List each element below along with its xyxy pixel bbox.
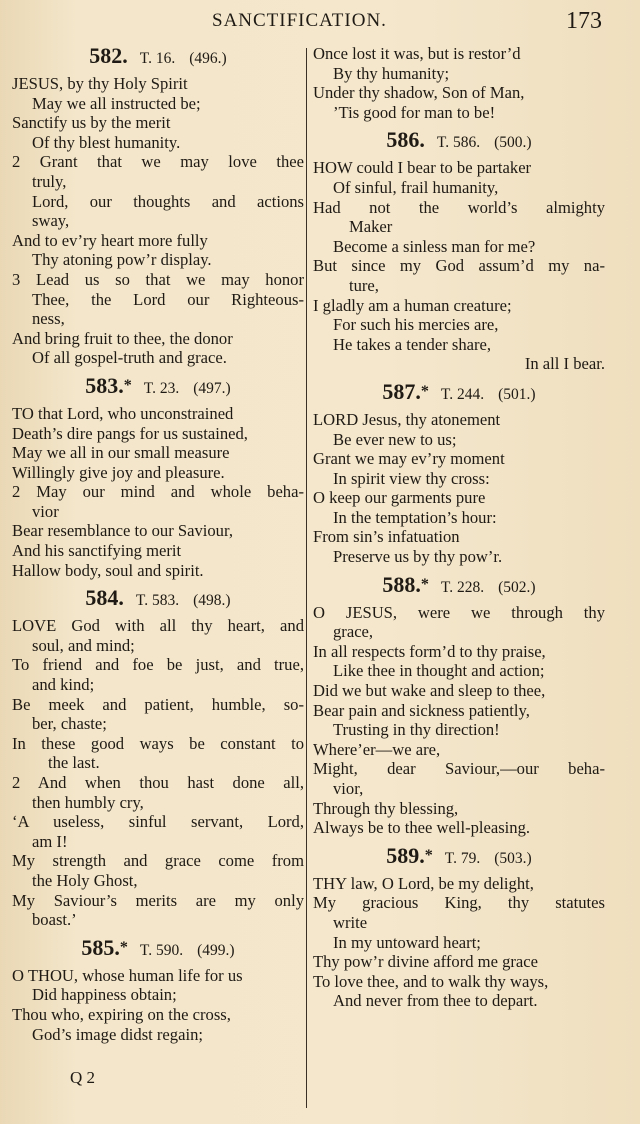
hymn-cross-reference: (499.) [197, 941, 235, 959]
hymn-line: the Holy Ghost, [32, 870, 138, 890]
hymn-589 [313, 844, 605, 1011]
hymn-line: THY law, O Lord, be my delight, [313, 873, 534, 893]
hymn-line: O THOU, whose human life for us [12, 965, 243, 985]
hymn-583 [12, 374, 304, 580]
hymn-line: Did we but wake and sleep to thee, [313, 681, 546, 701]
running-head [0, 10, 640, 40]
hymn-line: Death’s dire pangs for us sustained, [12, 423, 248, 443]
hymn-line: Always be to thee well-pleasing. [313, 818, 531, 838]
hymn-line: the last. [48, 753, 100, 773]
hymn-line: 2 Grant that we may love thee [12, 152, 304, 172]
hymn-line: To love thee, and to walk thy ways, [313, 971, 549, 991]
hymn-line: Might, dear Saviour,—our beha- [313, 759, 605, 779]
hymn-line: am I! [32, 831, 68, 851]
tune-reference: T. 590. [139, 941, 184, 959]
hymn-line: 3 Lead us so that we may honor [12, 269, 304, 289]
hymn-line: My Saviour’s merits are my only [12, 890, 304, 910]
printer-signature: Q 2 [70, 1068, 96, 1087]
section-title: SANCTIFICATION. [212, 10, 387, 31]
hymn-number: 586. [386, 127, 425, 153]
hymn-line: In all respects form’d to thy praise, [313, 641, 546, 661]
hymn-line: Thy pow’r divine afford me grace [313, 952, 539, 972]
hymn-line: May we all in our small measure [12, 443, 230, 463]
hymn-line: Of sinful, frail humanity, [333, 177, 499, 197]
hymn-line: and kind; [32, 675, 95, 695]
hymn-cross-reference: (497.) [193, 379, 231, 397]
hymn-585 [12, 936, 304, 1044]
hymn-line: From sin’s infatuation [313, 527, 460, 547]
hymn-line: Thee, the Lord our Righteous- [32, 289, 304, 309]
hymn-line: Hallow body, soul and spirit. [12, 560, 204, 580]
hymn-line: ness, [32, 309, 65, 329]
hymn-number: 584. [85, 585, 124, 611]
hymn-line: Bear pain and sickness patiently, [313, 700, 530, 720]
hymn-heading [12, 936, 304, 963]
hymn-line: sway, [32, 211, 70, 231]
hymn-heading [313, 380, 605, 407]
hymn-line: JESUS, by thy Holy Spirit [12, 74, 188, 93]
tune-reference: T. 228. [440, 578, 485, 596]
tune-reference: T. 244. [440, 385, 485, 403]
hymn-line: My strength and grace come from [12, 851, 304, 871]
hymn-line: But since my God assum’d my na- [313, 256, 605, 276]
hymn-line: LORD Jesus, thy atonement [313, 409, 501, 429]
hymn-line: LOVE God with all thy heart, and [12, 616, 304, 636]
hymn-line: In spirit view thy cross: [333, 468, 490, 488]
page-number: 173 [566, 8, 602, 34]
hymn-line: Become a sinless man for me? [333, 236, 536, 256]
hymn-continuation [313, 44, 605, 122]
hymn-line: For such his mercies are, [333, 315, 499, 335]
hymn-heading [313, 573, 605, 600]
hymn-line: Trusting in thy direction! [333, 720, 500, 740]
hymn-line: Under thy shadow, Son of Man, [313, 83, 525, 103]
hymn-line: Did happiness obtain; [32, 985, 177, 1005]
hymn-line: He takes a tender share, [333, 334, 492, 354]
tune-reference: T. 16. [139, 50, 176, 67]
hymn-heading [12, 586, 304, 613]
left-column [12, 44, 304, 1050]
hymn-line: Lord, our thoughts and actions [32, 191, 304, 211]
hymn-line: To friend and foe be just, and true, [12, 655, 304, 675]
column-divider [306, 48, 307, 1108]
hymn-line: In my untoward heart; [333, 932, 481, 952]
tune-reference: T. 79. [444, 849, 481, 867]
hymn-line: May we all instructed be; [32, 93, 201, 113]
hymn-line: Grant we may ev’ry moment [313, 449, 505, 469]
hymn-line: ture, [349, 275, 379, 295]
hymn-line: I gladly am a human creature; [313, 295, 512, 315]
hymn-cross-reference: (503.) [494, 849, 532, 867]
hymn-line: And to ev’ry heart more fully [12, 230, 208, 250]
hymn-line: O keep our garments pure [313, 488, 486, 508]
hymn-line: then humbly cry, [32, 792, 144, 812]
hymn-586 [313, 128, 605, 374]
hymn-line: TO that Lord, who unconstrained [12, 403, 234, 423]
hymn-line: Like thee in thought and action; [333, 661, 545, 681]
hymn-cross-reference: (498.) [193, 592, 231, 610]
hymn-heading [12, 44, 304, 71]
hymn-line: vior, [333, 779, 364, 798]
hymn-line: ‘A useless, sinful servant, Lord, [12, 812, 304, 832]
hymn-line: Preserve us by thy pow’r. [333, 547, 503, 567]
hymn-cross-reference: (500.) [494, 134, 532, 152]
hymn-line: My gracious King, thy statutes [313, 893, 605, 913]
hymn-line: In the temptation’s hour: [333, 507, 497, 527]
tune-reference: T. 586. [436, 134, 481, 152]
hymn-line: Had not the world’s almighty [313, 197, 605, 217]
hymn-line: By thy humanity; [333, 63, 450, 83]
hymn-star: * [123, 376, 132, 394]
hymn-star: * [420, 382, 429, 400]
hymn-line: God’s image didst regain; [32, 1024, 203, 1044]
hymn-line: In these good ways be constant to [12, 733, 304, 753]
hymn-line: truly, [32, 171, 67, 191]
hymn-heading [12, 374, 304, 401]
hymn-line: Be meek and patient, humble, so- [12, 694, 304, 714]
hymn-line: vior [32, 501, 59, 521]
hymn-line: grace, [333, 622, 374, 642]
hymn-number: 582. [89, 43, 128, 68]
tune-reference: T. 583. [135, 592, 180, 610]
hymn-line: Bear resemblance to our Saviour, [12, 521, 233, 541]
hymn-line: Through thy blessing, [313, 798, 459, 818]
hymn-line: Sanctify us by the merit [12, 113, 171, 133]
hymn-heading [313, 844, 605, 871]
hymn-line: Of all gospel-truth and grace. [32, 348, 227, 368]
hymn-line: HOW could I bear to be partaker [313, 158, 532, 178]
hymn-line: ber, chaste; [32, 714, 107, 734]
hymn-heading [313, 128, 605, 155]
hymn-587 [313, 380, 605, 567]
hymn-line: Maker [349, 217, 393, 237]
hymn-line: O JESUS, were we through thy [313, 602, 605, 622]
hymn-number: 587. [382, 378, 421, 404]
hymn-line: In all I bear. [524, 354, 605, 374]
hymn-line: Where’er—we are, [313, 739, 441, 759]
hymn-line: And never from thee to depart. [333, 991, 538, 1011]
hymn-line: boast.’ [32, 910, 77, 930]
hymn-line: Willingly give joy and pleasure. [12, 462, 225, 482]
hymn-line: Of thy blest humanity. [32, 132, 181, 152]
hymn-588 [313, 573, 605, 838]
hymn-584 [12, 586, 304, 930]
hymn-cross-reference: (496.) [189, 50, 227, 67]
hymn-number: 588. [382, 571, 421, 597]
hymn-number: 589. [386, 842, 425, 868]
hymn-line: 2 May our mind and whole beha- [12, 482, 304, 502]
hymn-number: 583. [85, 372, 124, 398]
hymn-star: * [420, 575, 429, 593]
right-column [313, 44, 605, 1017]
tune-reference: T. 23. [143, 379, 180, 397]
hymn-line: Thou who, expiring on the cross, [12, 1004, 231, 1024]
hymn-number: 585. [81, 934, 120, 960]
hymn-line: Be ever new to us; [333, 429, 457, 449]
hymn-cross-reference: (502.) [498, 578, 536, 596]
hymn-582 [12, 44, 304, 368]
hymn-star: * [424, 846, 433, 864]
hymn-line: write [333, 912, 368, 932]
hymn-line: ’Tis good for man to be! [333, 102, 496, 122]
hymn-star: * [119, 938, 128, 956]
hymn-line: Thy atoning pow’r display. [32, 250, 212, 270]
hymn-line: And his sanctifying merit [12, 541, 182, 561]
hymn-line: 2 And when thou hast done all, [12, 773, 304, 792]
hymn-line: soul, and mind; [32, 635, 135, 655]
hymn-cross-reference: (501.) [498, 385, 536, 403]
hymn-line: Once lost it was, but is restor’d [313, 44, 521, 63]
hymn-line: And bring fruit to thee, the donor [12, 328, 233, 348]
